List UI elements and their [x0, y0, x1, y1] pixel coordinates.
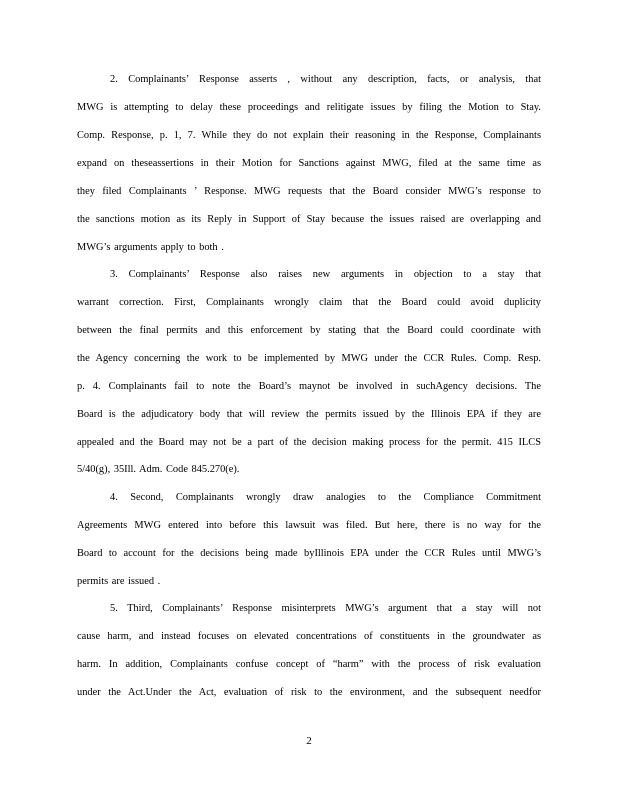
- paragraph-4-line-4: permits are issued .: [77, 576, 161, 587]
- paragraph-3-line-6: Board is the adjudicatory body that will review the permits issued by the Illinois EPA if they are: [77, 409, 541, 420]
- paragraph-3-line-4: the Agency concerning the work to be implemented by MWG under the CCR Rules. Comp. Resp.: [77, 353, 541, 364]
- paragraph-4-line-2: Agreements MWG entered into before this lawsuit was filed. But here, there is no way for the: [77, 520, 541, 531]
- paragraph-3-line-1: 3. Complainants’ Response also raises new arguments in objection to a stay that: [110, 269, 541, 280]
- paragraph-2-line-6: the sanctions motion as its Reply in Support of Stay because the issues raised are overlapping and: [77, 214, 541, 225]
- paragraph-2-line-4: expand on theseassertions in their Motion for Sanctions against MWG, filed at the same time as: [77, 158, 541, 169]
- paragraph-3-line-2: warrant correction. First, Complainants wrongly claim that the Board could avoid duplicity: [77, 297, 541, 308]
- paragraph-5-line-4: under the Act.Under the Act, evaluation of risk to the environment, and the subsequent needfor: [77, 687, 541, 698]
- paragraph-2-line-1: 2. Complainants’ Response asserts , without any description, facts, or analysis, that: [110, 74, 541, 85]
- paragraph-3-line-7: appealed and the Board may not be a part of the decision making process for the permit. 415 ILCS: [77, 437, 541, 448]
- paragraph-5-line-2: cause harm, and instead focuses on elevated concentrations of constituents in the groundwater as: [77, 631, 541, 642]
- paragraph-4-line-1: 4. Second, Complainants wrongly draw analogies to the Compliance Commitment: [110, 492, 541, 503]
- paragraph-3-line-5: p. 4. Complainants fail to note the Board’s maynot be involved in suchAgency decisions. The: [77, 381, 541, 392]
- paragraph-5-line-3: harm. In addition, Complainants confuse concept of “harm” with the process of risk evaluation: [77, 659, 541, 670]
- page-number: 2: [306, 735, 312, 747]
- paragraph-3-line-8: 5/40(g), 35Ill. Adm. Code 845.270(e).: [77, 464, 240, 475]
- paragraph-4-line-3: Board to account for the decisions being made byIllinois EPA under the CCR Rules until MWG’s: [77, 548, 541, 559]
- paragraph-2-line-2: MWG is attempting to delay these proceedings and relitigate issues by filing the Motion to Stay.: [77, 102, 541, 113]
- paragraph-2-line-3: Comp. Response, p. 1, 7. While they do not explain their reasoning in the Response, Complainants: [77, 130, 541, 141]
- paragraph-3-line-3: between the final permits and this enforcement by stating that the Board could coordinate with: [77, 325, 541, 336]
- paragraph-2-line-5: they filed Complainants ’ Response. MWG requests that the Board consider MWG’s response to: [77, 186, 541, 197]
- paragraph-2-line-7: MWG’s arguments apply to both .: [77, 242, 224, 253]
- paragraph-5-line-1: 5. Third, Complainants’ Response misinterprets MWG’s argument that a stay will not: [110, 603, 541, 614]
